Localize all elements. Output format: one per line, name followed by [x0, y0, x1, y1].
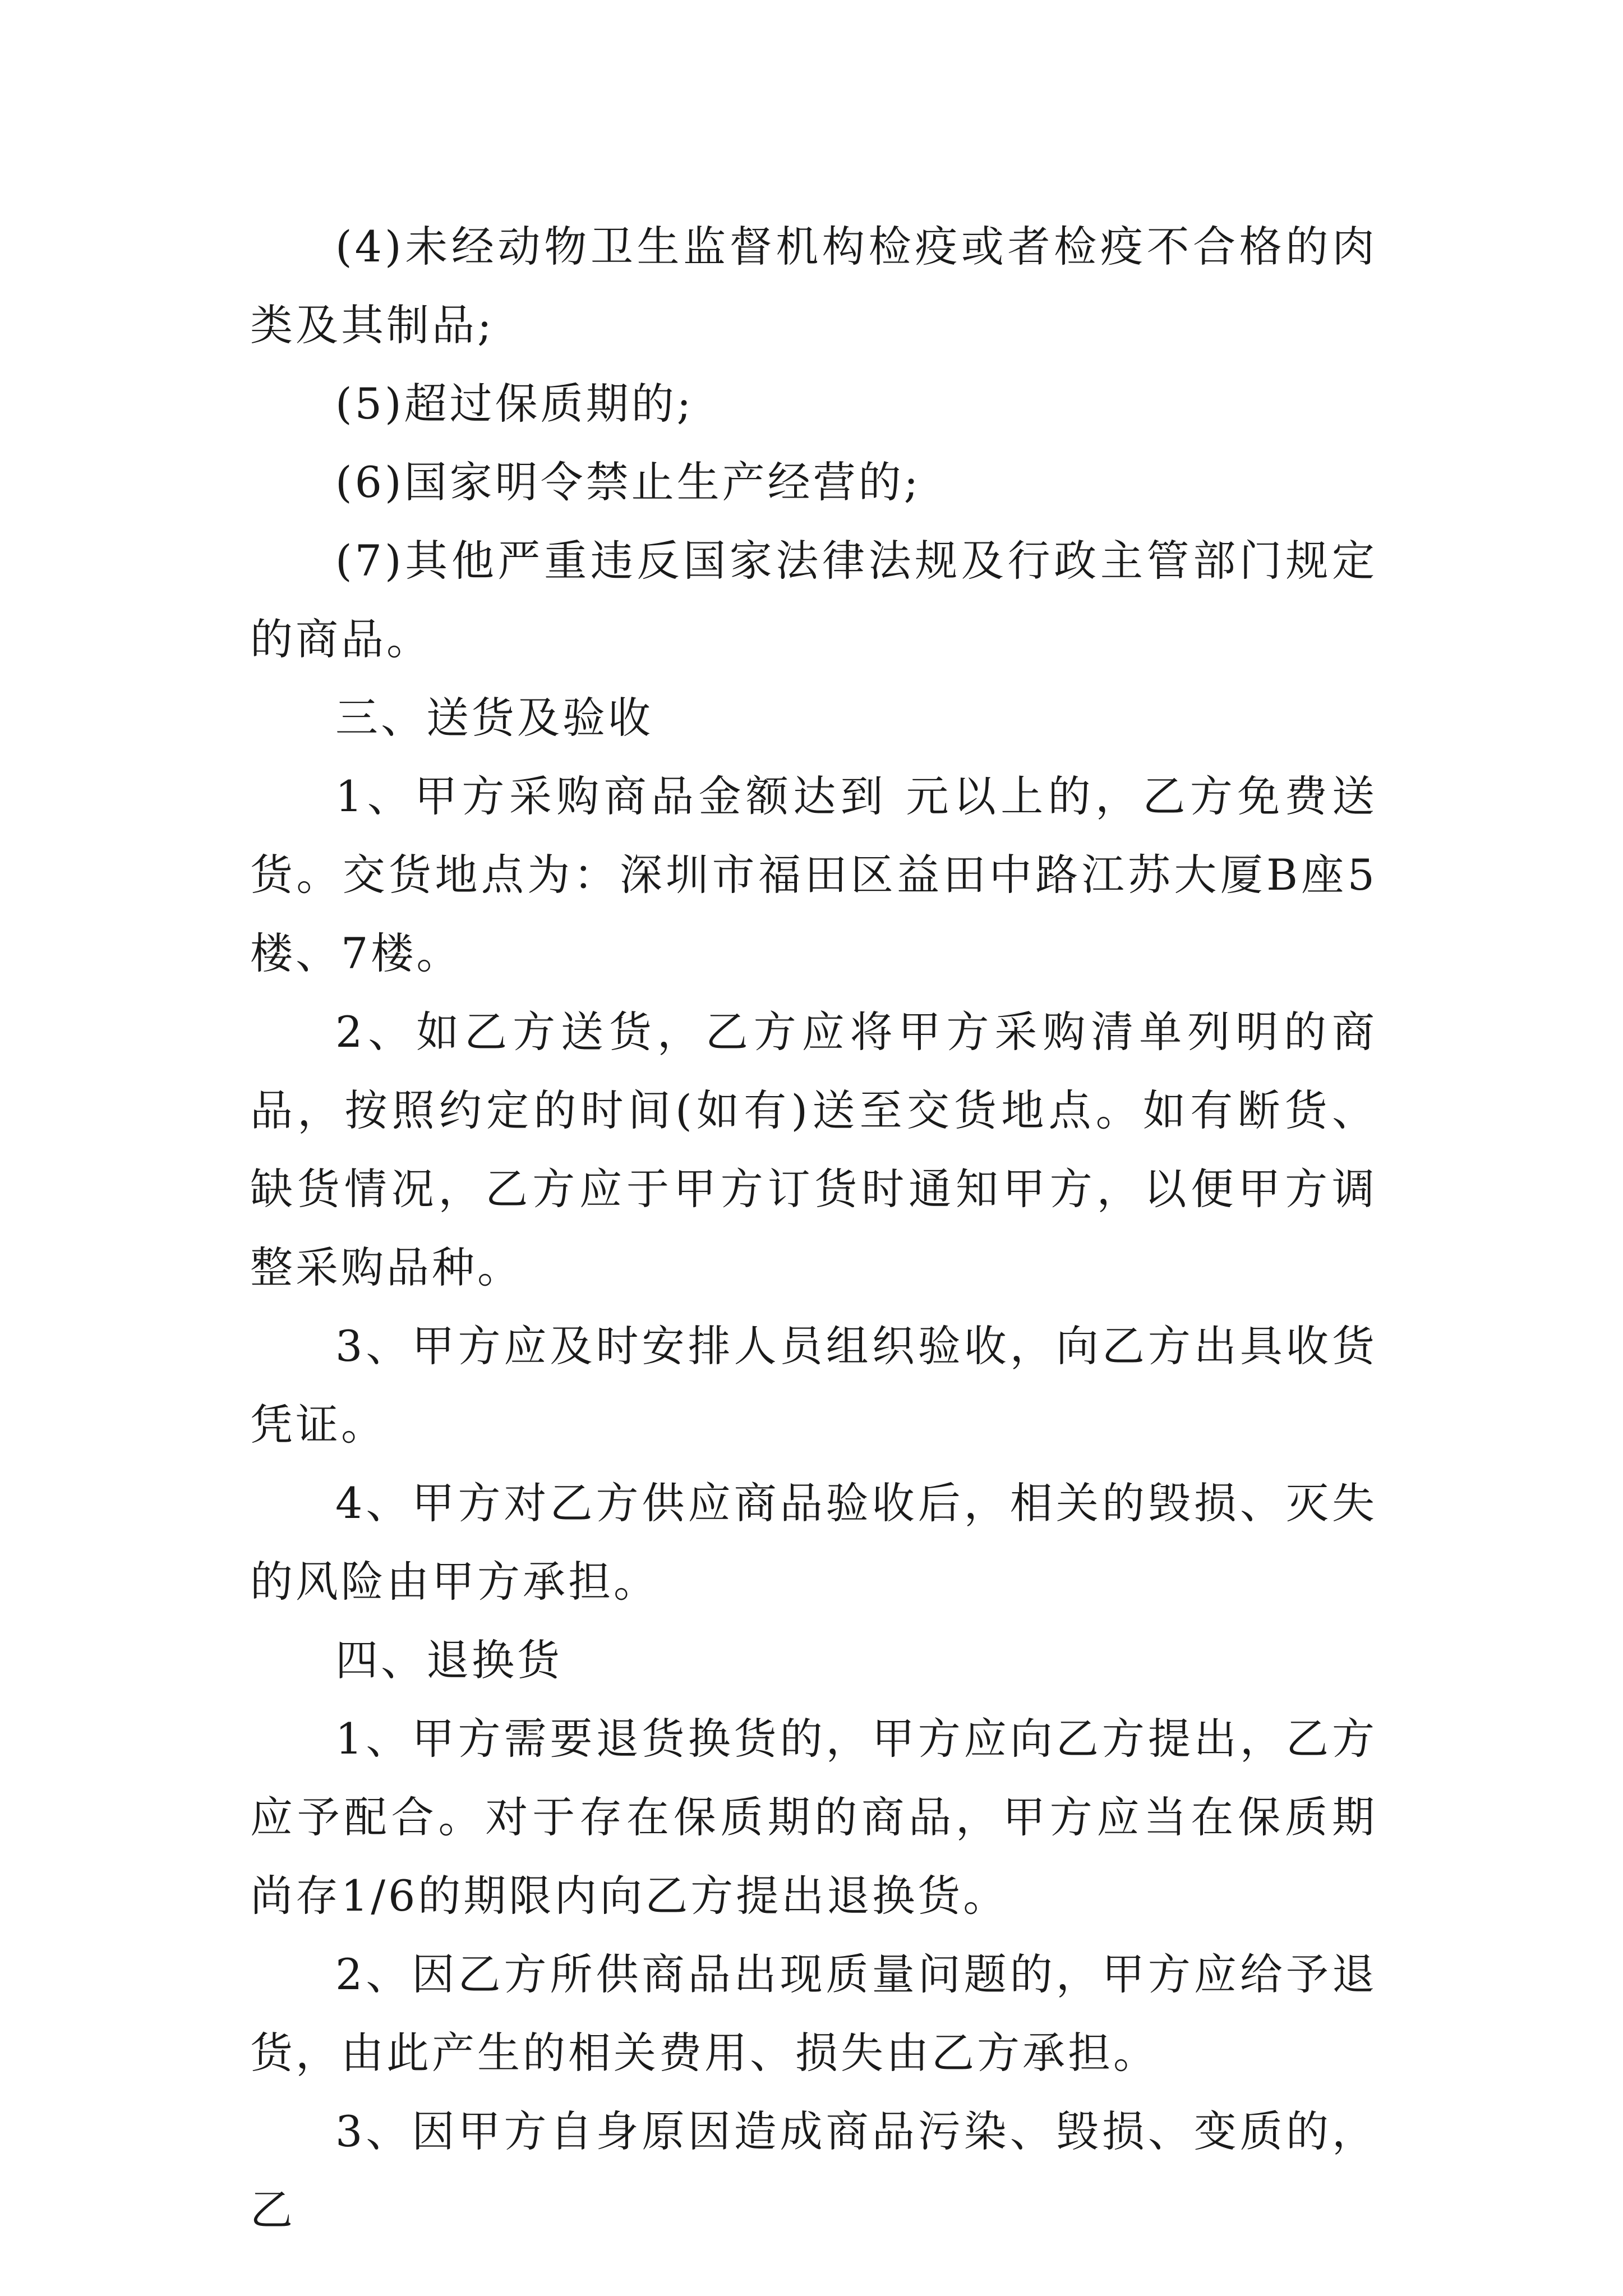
section-heading-returns: 四、退换货 — [335, 1635, 562, 1685]
delivery-clause-3: 3、甲方应及时安排人员组织验收，向乙方出具收货凭证。 — [250, 1321, 1377, 1450]
document-body — [250, 208, 1377, 2249]
section-heading-delivery: 三、送货及验收 — [335, 693, 653, 743]
returns-clause-3: 3、因甲方自身原因造成商品污染、毁损、变质的，乙 — [250, 2106, 1377, 2235]
clause-item-7: (7)其他严重违反国家法律法规及行政主管部门规定的商品。 — [250, 536, 1377, 664]
delivery-clause-2: 2、如乙方送货，乙方应将甲方采购清单列明的商品，按照约定的时间(如有)送至交货地点。如有断货、缺货情况，乙方应于甲方订货时通知甲方，以便甲方调整采购品种。 — [250, 1007, 1377, 1292]
clause-item-4: (4)未经动物卫生监督机构检疫或者检疫不合格的肉类及其制品; — [250, 222, 1377, 350]
clause-item-5: (5)超过保质期的; — [335, 379, 694, 429]
delivery-clause-4: 4、甲方对乙方供应商品验收后，相关的毁损、灭失的风险由甲方承担。 — [250, 1478, 1377, 1607]
delivery-clause-1: 1、甲方采购商品金额达到 元以上的，乙方免费送货。交货地点为：深圳市福田区益田中路江苏大厦B座5楼、7楼。 — [250, 771, 1377, 978]
returns-clause-1: 1、甲方需要退货换货的，甲方应向乙方提出，乙方应予配合。对于存在保质期的商品，甲方应当在保质期尚存1/6的期限内向乙方提出退换货。 — [250, 1714, 1377, 1921]
clause-item-6: (6)国家明令禁止生产经营的; — [335, 457, 921, 507]
returns-clause-2: 2、因乙方所供商品出现质量问题的，甲方应给予退货，由此产生的相关费用、损失由乙方承担。 — [250, 1949, 1377, 2078]
